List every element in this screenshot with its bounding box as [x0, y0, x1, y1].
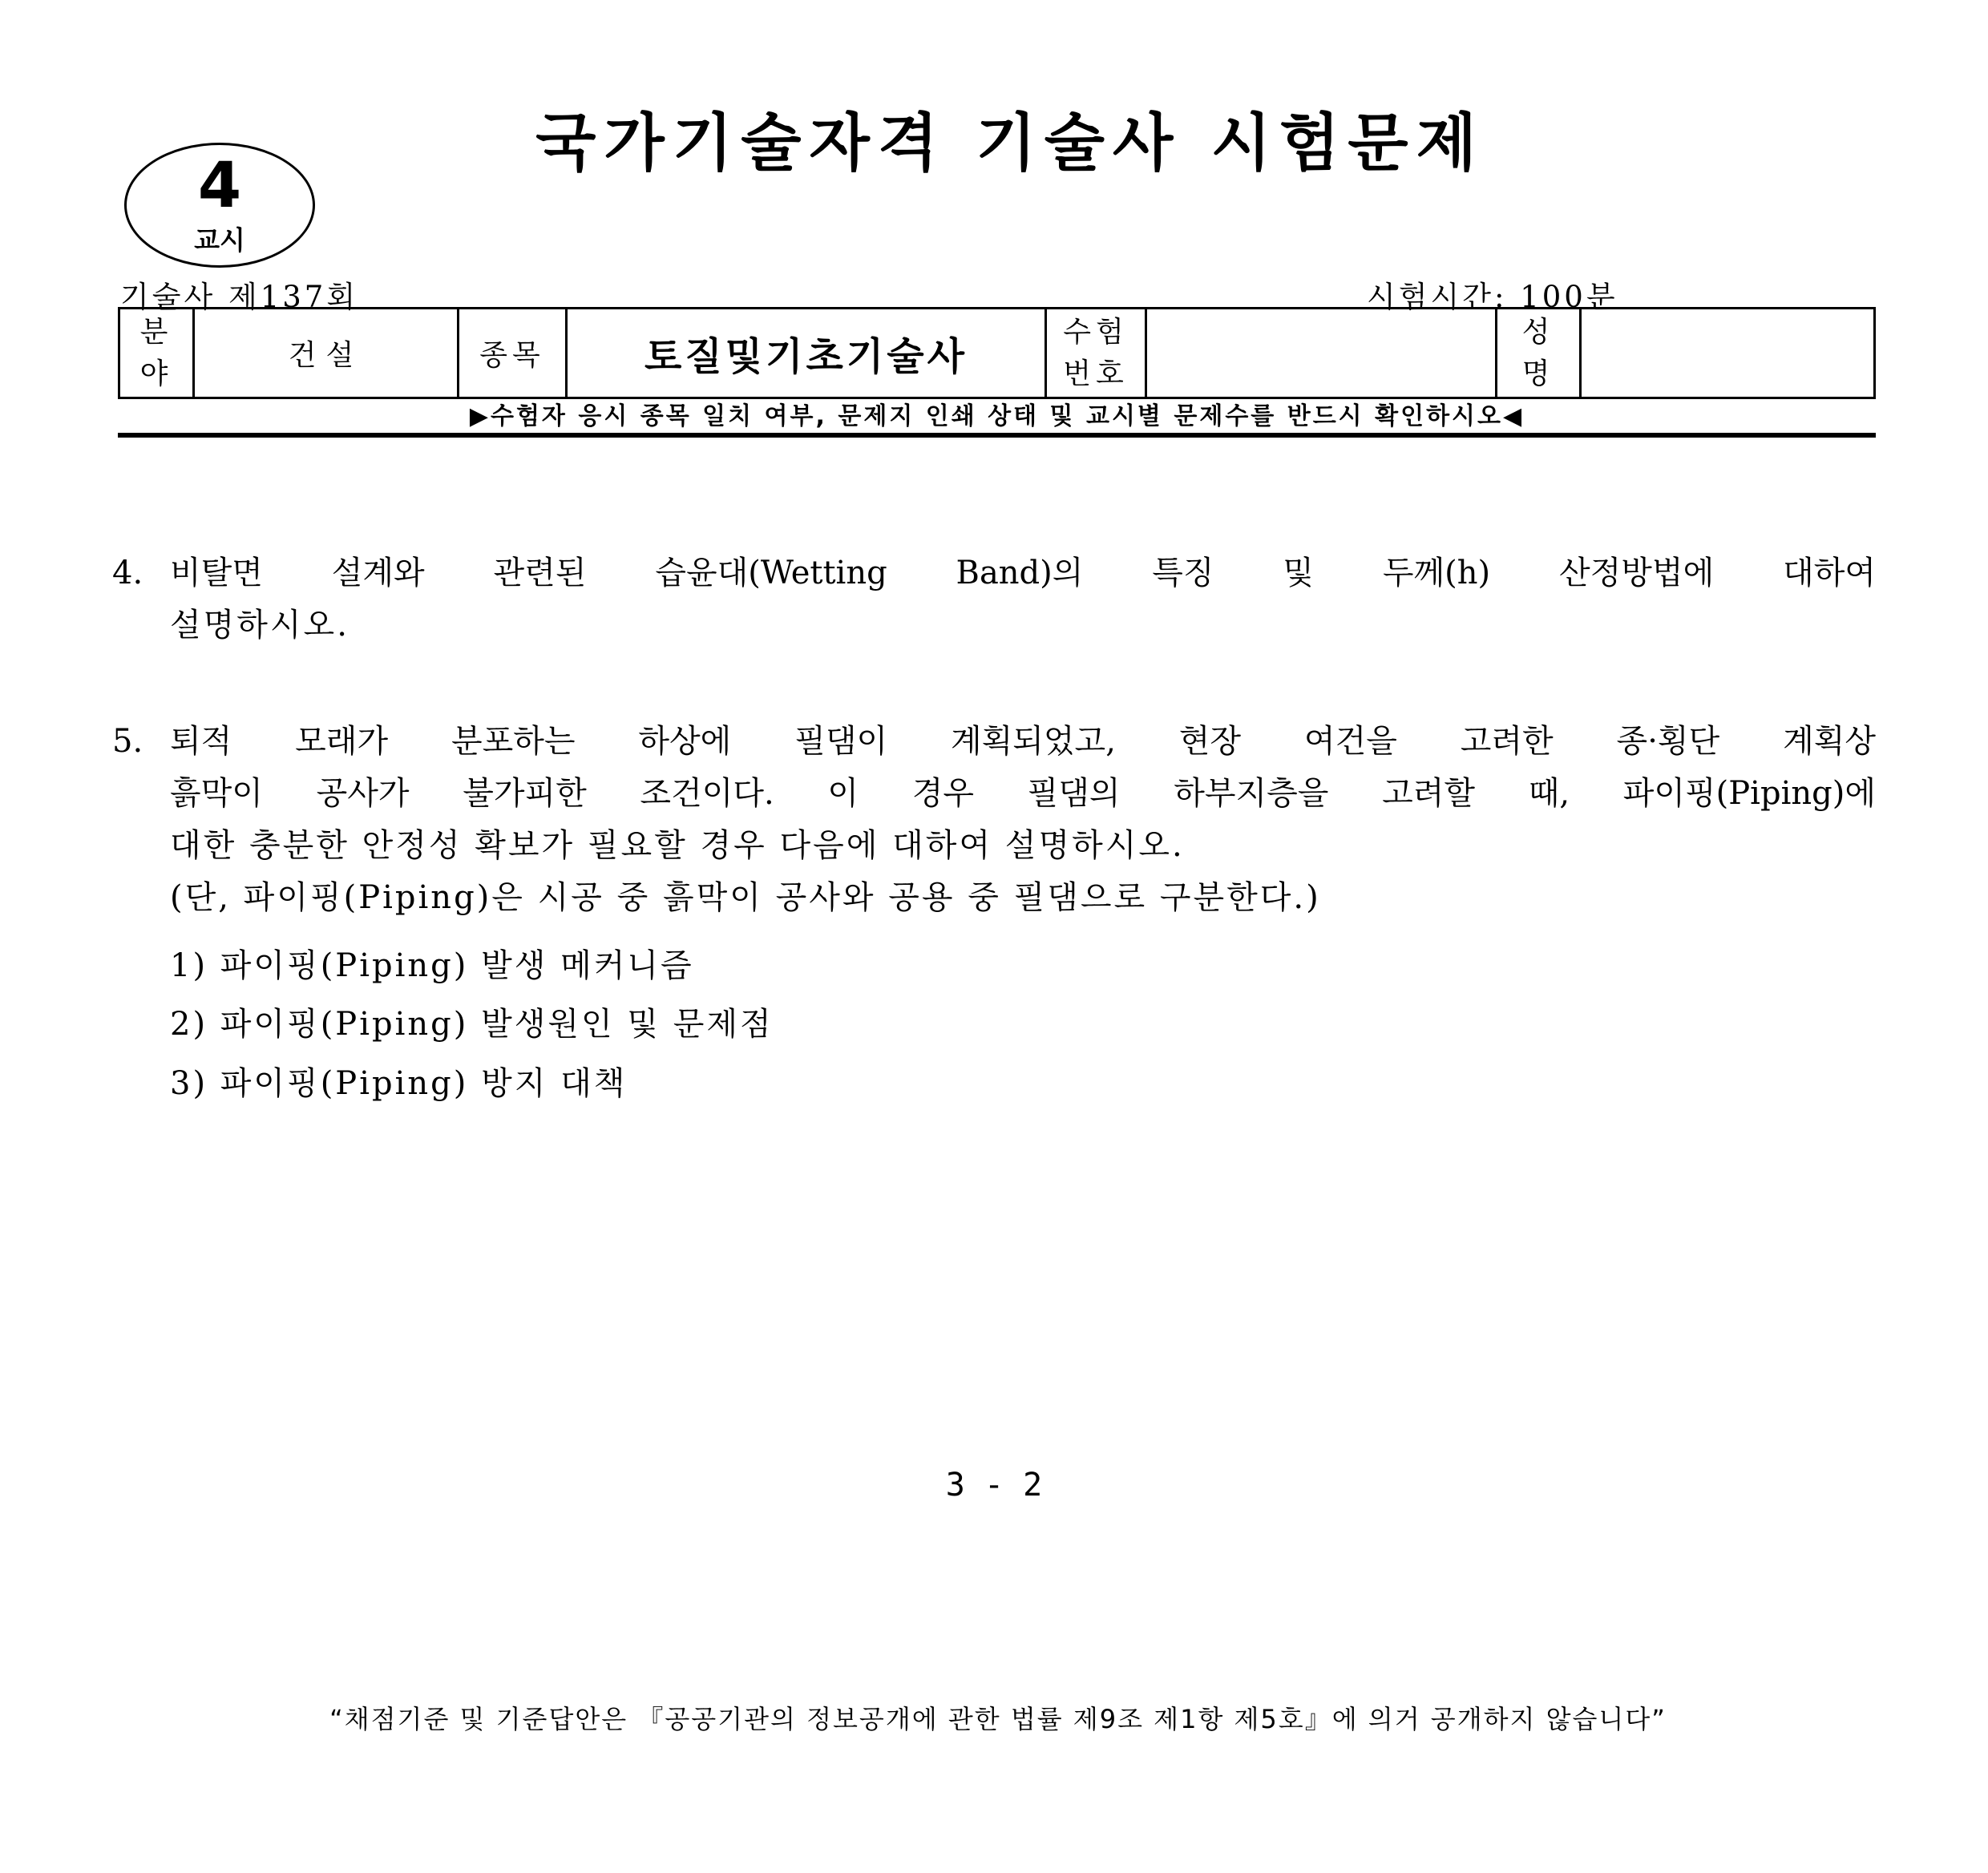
- question-5-sub-item-1: 1) 파이핑(Piping) 발생 메커니즘: [170, 947, 694, 984]
- notice-text: ▶수험자 응시 종목 일치 여부, 문제지 인쇄 상태 및 교시별 문제수를 반드시 확인하시오◀: [469, 402, 1525, 430]
- exam-number-label-line2: 번호: [1063, 357, 1129, 390]
- question-4-number: 4.: [112, 555, 143, 591]
- exam-number-label-cell: [1045, 309, 1145, 397]
- field-label-line1: 분: [139, 315, 173, 349]
- question-5-number: 5.: [112, 723, 143, 760]
- exam-round: 기술사 제137회: [120, 280, 359, 314]
- exam-time: 시험시간: 100분: [1367, 280, 1618, 314]
- exam-number-label-line1: 수험: [1063, 315, 1129, 349]
- name-label-line2: 명: [1521, 357, 1555, 390]
- question-5-sub-item-2: 2) 파이핑(Piping) 발생원인 및 문제점: [170, 1006, 774, 1043]
- name-label-line1: 성: [1521, 315, 1555, 349]
- category-value: 토질및기초기술사: [644, 334, 968, 379]
- category-label: 종목: [479, 339, 545, 372]
- field-value: 건설: [288, 339, 364, 372]
- question-5-line-1: 퇴적 모래가 분포하는 하상에 필댐이 계획되었고, 현장 여건을 고려한 종·횡단 계획상: [170, 723, 1876, 760]
- name-label-cell: [1495, 309, 1579, 397]
- period-number: 4: [197, 150, 242, 222]
- question-5-line-4: (단, 파이핑(Piping)은 시공 중 흙막이 공사와 공용 중 필댐으로 구분한다.): [170, 879, 1321, 916]
- field-label-line2: 야: [139, 357, 173, 390]
- footer-note: “채점기준 및 기준답안은 『공공기관의 정보공개에 관한 법률 제9조 제1항 제5호』에 의거 공개하지 않습니다”: [329, 1704, 1667, 1734]
- category-value-cell: [565, 309, 1045, 397]
- header-divider: [118, 433, 1876, 438]
- category-label-cell: [457, 309, 565, 397]
- question-5-line-2: 흙막이 공사가 불가피한 조건이다. 이 경우 필댐의 하부지층을 고려할 때, 파이핑(Piping)에: [170, 775, 1876, 812]
- period-badge: [124, 143, 315, 268]
- period-label: 교시: [194, 224, 245, 256]
- question-5-sub-item-3: 3) 파이핑(Piping) 방지 대책: [170, 1065, 628, 1102]
- question-5-line-3: 대한 충분한 안정성 확보가 필요할 경우 다음에 대하여 설명하시오.: [170, 827, 1185, 864]
- page-number: 3 - 2: [945, 1467, 1043, 1504]
- page-title: 국가기술자격 기술사 시험문제: [535, 107, 1485, 180]
- exam-number-input[interactable]: [1145, 309, 1495, 397]
- question-4-line-1: 비탈면 설계와 관련된 습윤대(Wetting Band)의 특징 및 두께(h) 산정방법에 대하여: [170, 555, 1876, 591]
- name-input[interactable]: [1579, 309, 1873, 397]
- field-value-cell: [192, 309, 457, 397]
- exam-info-table: [118, 307, 1876, 399]
- question-4-line-2: 설명하시오.: [170, 607, 350, 644]
- field-label-cell: [120, 309, 192, 397]
